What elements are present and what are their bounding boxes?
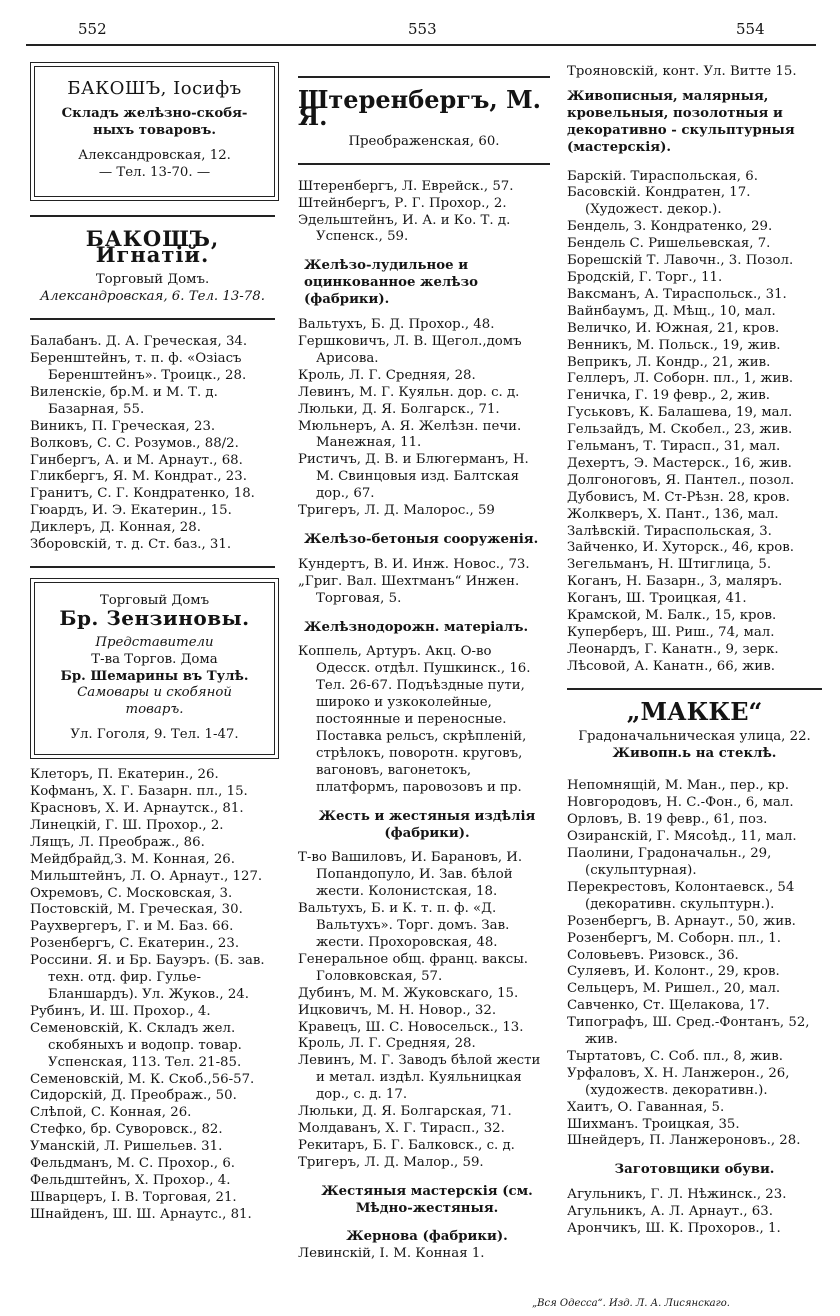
list-entry: Зегельманъ, Н. Штиглица, 5. bbox=[567, 557, 772, 573]
list-entry: Розенбергъ, М. Соборн. пл., 1. bbox=[567, 930, 781, 946]
divider bbox=[567, 688, 822, 690]
list-entry: Типографъ, Ш. Сред.-Фонтанъ, 52, жив. bbox=[567, 1015, 810, 1048]
entry-list bbox=[30, 767, 275, 1223]
list-entry: Мейдбрайд,З. М. Конная, 26. bbox=[30, 851, 235, 867]
list-entry: Коганъ, Ш. Троицкая, 41. bbox=[567, 591, 747, 607]
divider bbox=[30, 566, 275, 568]
ad-line: Александровская, 6. Тел. 13-78. bbox=[40, 289, 265, 305]
list-entry: Кравецъ, Ш. С. Новосельск., 13. bbox=[298, 1019, 524, 1035]
list-entry: Беренштейнъ, т. п. ф. «Озiасъ Беренштейнъ». Троицк., 28. bbox=[30, 351, 247, 383]
list-entry: Левинъ, М. Г. Куяльн. дор. с. д. bbox=[298, 384, 520, 400]
list-entry: Бендель С. Ришельевская, 7. bbox=[567, 236, 771, 252]
list-entry: Савченко, Ст. Щелакова, 17. bbox=[567, 998, 770, 1014]
header-rule bbox=[26, 44, 816, 46]
list-entry: Раухвергеръ, Г. и М. Баз. 66. bbox=[30, 919, 234, 935]
list-entry: Новгородовъ, Н. С.-Фон., 6, мал. bbox=[567, 795, 794, 811]
list-entry: Ристичъ, Д. В. и Блюгерманъ, Н. М. Свинцовыя изд. Балтская дор., 67. bbox=[298, 452, 529, 502]
ad-line: Складъ желѣзно-скобя- bbox=[61, 105, 248, 121]
list-entry: Орловъ, В. 19 февр., 61, поз. bbox=[567, 812, 768, 828]
list-entry: Постовскiй, М. Греческая, 30. bbox=[30, 902, 243, 918]
list-entry: Россини. Я. и Бр. Бауэръ. (Б. зав. техн. отд. фир. Гулье-Бланшардъ). Ул. Жуков., 24. bbox=[30, 953, 265, 1002]
list-entry: Паолини, Градоначальн., 29, (скульптурная). bbox=[567, 846, 772, 878]
section-heading: Жесть и жестяныя издѣлiя (фабрики). bbox=[318, 808, 536, 841]
list-entry: Тыртатовъ, С. Соб. пл., 8, жив. bbox=[567, 1048, 783, 1064]
list-entry: Тригеръ, Л. Д. Малор., 59. bbox=[298, 1154, 484, 1170]
list-entry: Т-во Вашиловъ, И. Барановъ, И. Попандопуло, И. Зав. бѣлой жести. Колонистская, 18. bbox=[298, 850, 523, 900]
column-right bbox=[567, 64, 822, 1238]
list-entry: Соловьевъ. Ризовск., 36. bbox=[567, 947, 739, 963]
divider bbox=[30, 318, 275, 320]
list-entry: Штейнбергъ, Р. Г. Прохор., 2. bbox=[298, 195, 507, 211]
list-entry: Урфаловъ, Х. Н. Ланжерон., 26, (художеств. декоративн.). bbox=[567, 1065, 790, 1098]
list-entry: Арончикъ, Ш. К. Прохоров., 1. bbox=[567, 1221, 781, 1237]
list-entry: Левинскiй, I. М. Конная 1. bbox=[298, 1246, 485, 1262]
list-entry: Розенбергъ, С. Екатерин., 23. bbox=[30, 936, 240, 952]
list-entry: Штеренбергъ, Л. Еврейск., 57. bbox=[298, 178, 514, 194]
column-middle bbox=[298, 76, 550, 1263]
section-heading: Живописныя, малярныя, кровельныя, позолотныя и декоративно - скульптурныя (мастерскiя). bbox=[567, 88, 795, 155]
list-entry: Шнайденъ, Ш. Ш. Арнаутс., 81. bbox=[30, 1206, 252, 1222]
list-entry: Агульникъ, Г. Л. Нѣжинск., 23. bbox=[567, 1187, 787, 1203]
list-entry: Левинъ, М. Г. Заводъ бѣлой жести и метал. издѣл. Куяльницкая дор., с. д. 17. bbox=[298, 1053, 541, 1103]
ad-title: БАКОШЪ, Игнатiй. bbox=[85, 225, 220, 268]
ad-line: Т-ва Торгов. Дома bbox=[91, 651, 218, 667]
section-heading: Желѣзо-бетоныя сооруженiя. bbox=[304, 531, 539, 547]
list-entry: Молдаванъ, Х. Г. Тирасп., 32. bbox=[298, 1120, 505, 1136]
entry-list bbox=[567, 778, 822, 1150]
ad-zenzinovy bbox=[34, 582, 275, 755]
list-entry: Бродскiй, Г. Торг., 11. bbox=[567, 269, 723, 285]
list-entry: Вайнбаумъ, Д. Мѣщ., 10, мал. bbox=[567, 303, 776, 319]
list-entry: Люльки, Д. Я. Болгарск., 71. bbox=[298, 401, 500, 417]
list-entry: Трояновскiй, конт. Ул. Витте 15. bbox=[567, 64, 797, 79]
entry-list bbox=[298, 317, 550, 520]
ad-line: Живопн.ь на стеклѣ. bbox=[612, 745, 777, 761]
list-entry: Коппель, Артуръ. Акц. О-во Одесск. отдѣл. Пушкинск., 16. Тел. 26-67. Подъѣздные пути, широко и узкоколейные, постоянные и переносные. Поставка рельсъ, скрѣпленiй, стрѣлокъ, поворотн. круговъ, вагоновъ, вагонетокъ, платформъ, паровозовъ и пр. bbox=[298, 644, 531, 795]
ad-line: Торговый Домъ bbox=[99, 592, 210, 608]
list-entry: Генеральное общ. франц. ваксы. Головковская, 57. bbox=[298, 951, 529, 984]
list-entry: Бендель, З. Кондратенко, 29. bbox=[567, 219, 773, 235]
list-entry: Клеторъ, П. Екатерин., 26. bbox=[30, 767, 219, 783]
list-entry: Кроль, Л. Г. Средняя, 28. bbox=[298, 367, 476, 383]
list-entry: Суляевъ, И. Колонт., 29, кров. bbox=[567, 964, 780, 980]
entry-list bbox=[567, 64, 822, 81]
list-entry: Крамской, М. Балк., 15, кров. bbox=[567, 608, 777, 624]
list-entry: Долгоноговъ, Я. Пантел., позол. bbox=[567, 472, 795, 488]
list-entry: Дубовисъ, М. Ст-Рѣзн. 28, кров. bbox=[567, 489, 790, 505]
list-entry: Слѣпой, С. Конная, 26. bbox=[30, 1105, 192, 1121]
page-number-left: 552 bbox=[78, 20, 107, 38]
column-left bbox=[30, 62, 275, 1224]
list-entry: Куперберъ, Ш. Риш., 74, мал. bbox=[567, 625, 775, 640]
list-entry: Ицковичъ, М. Н. Новор., 32. bbox=[298, 1002, 497, 1018]
list-entry: Семеновскiй, К. Складъ жел. скобяныхъ и водопр. товар. Успенская, 113. Тел. 21-85. bbox=[30, 1020, 242, 1070]
list-entry: Геллеръ, Л. Соборн. пл., 1, жив. bbox=[567, 371, 794, 387]
ad-line: Ул. Гоголя, 9. Тел. 1-47. bbox=[70, 727, 239, 743]
list-entry: Жолкверъ, Х. Пант., 136, мал. bbox=[567, 506, 779, 522]
entry-list bbox=[298, 557, 550, 608]
list-entry: Виникъ, П. Греческая, 23. bbox=[30, 418, 216, 434]
list-entry: Охремовъ, С. Московская, 3. bbox=[30, 885, 233, 901]
list-entry: Зборовскiй, т. д. Ст. баз., 31. bbox=[30, 537, 232, 553]
list-entry: Агульникъ, А. Л. Арнаут., 63. bbox=[567, 1204, 773, 1220]
section-heading: Жернова (фабрики). bbox=[346, 1229, 508, 1245]
list-entry: Шнейдеръ, П. Ланжероновъ., 28. bbox=[567, 1133, 801, 1149]
list-entry: Кроль, Л. Г. Средняя, 28. bbox=[298, 1036, 476, 1052]
list-entry: Линецкiй, Г. Ш. Прохор., 2. bbox=[30, 817, 224, 833]
footer-imprint: „Вся Одесса“. Изд. Л. А. Лисянскаго. bbox=[532, 1298, 730, 1309]
list-entry: Кундертъ, В. И. Инж. Новос., 73. bbox=[298, 556, 530, 572]
entry-list bbox=[298, 1246, 550, 1263]
list-entry: Гуськовъ, К. Балашева, 19, мал. bbox=[567, 405, 793, 421]
list-entry: Зайченко, И. Хуторск., 46, кров. bbox=[567, 540, 794, 556]
list-entry: Веприкъ, Л. Кондр., 21, жив. bbox=[567, 354, 771, 370]
list-entry: Розенбергъ, В. Арнаут., 50, жив. bbox=[567, 913, 796, 929]
list-entry: Фельдманъ, М. С. Прохор., 6. bbox=[30, 1156, 236, 1172]
ad-line: — Тел. 13-70. — bbox=[98, 164, 211, 180]
ad-line: Представители bbox=[95, 634, 214, 650]
list-entry: Красновъ, Х. И. Арнаутск., 81. bbox=[30, 801, 244, 816]
list-entry: Волковъ, С. С. Розумов., 88/2. bbox=[30, 435, 239, 451]
divider bbox=[30, 215, 275, 217]
list-entry: Семеновскiй, М. К. Скоб.,56-57. bbox=[30, 1071, 255, 1087]
list-entry: Рубинъ, И. Ш. Прохор., 4. bbox=[30, 1003, 211, 1019]
list-entry: Мюльнеръ, А. Я. Желѣзн. печи. Манежная, 11. bbox=[298, 418, 522, 451]
ad-bakosh-ignatiy bbox=[30, 225, 275, 307]
list-entry: Эдельштейнъ, И. А. и Ко. Т. д. Успенск., 59. bbox=[298, 212, 511, 245]
ad-line: Градоначальническая улица, 22. bbox=[578, 728, 811, 744]
divider bbox=[298, 76, 550, 78]
list-entry: Фельдштейнъ, Х. Прохор., 4. bbox=[30, 1172, 231, 1188]
entry-list bbox=[298, 644, 550, 796]
list-entry: Залѣвскiй. Тираспольская, 3. bbox=[567, 523, 772, 539]
list-entry: Шихманъ. Троицкая, 35. bbox=[567, 1116, 740, 1132]
list-entry: Перекрестовъ, Колонтаевск., 54 (декоративн. скульптурн.). bbox=[567, 879, 795, 912]
section-heading: Заготовщики обуви. bbox=[614, 1162, 775, 1178]
list-entry: Вальтухъ, Б. и К. т. п. ф. «Д. Вальтухъ». Торг. домъ. Зав. жести. Прохоровская, 48. bbox=[298, 901, 510, 950]
list-entry: Борешскiй Т. Лавочн., 3. Позол. bbox=[567, 253, 794, 269]
section-heading: Желѣзнодорожн. матерiалъ. bbox=[304, 619, 529, 635]
entry-list bbox=[298, 179, 550, 247]
section-heading: Жестяныя мастерскiя (см. Мѣдно-жестяныя. bbox=[321, 1183, 533, 1216]
ad-line: Торговый Домъ. bbox=[95, 272, 210, 288]
page-number-center: 553 bbox=[408, 20, 437, 38]
ad-line: Александровская, 12. bbox=[78, 147, 231, 163]
list-entry: Ваксманъ, А. Тираспольск., 31. bbox=[567, 286, 787, 302]
ad-title: БАКОШЪ, Iосифъ bbox=[67, 78, 242, 99]
list-entry: Диклеръ, Д. Конная, 28. bbox=[30, 520, 201, 536]
list-entry: Дехертъ, Э. Мастерск., 16, жив. bbox=[567, 455, 792, 471]
list-entry: Коганъ, Н. Базарн., 3, маляръ. bbox=[567, 574, 783, 590]
list-entry: Геничка, Г. 19 февр., 2, жив. bbox=[567, 388, 770, 404]
ad-line: ныхъ товаровъ. bbox=[92, 122, 217, 138]
ad-line: товаръ. bbox=[125, 702, 184, 718]
ad-makke bbox=[567, 696, 822, 763]
list-entry: Лящъ, Л. Преображ., 86. bbox=[30, 834, 205, 850]
list-entry: Сидорскiй, Д. Преображ., 50. bbox=[30, 1088, 237, 1104]
list-entry: Басовскiй. Кондратен, 17. (Художест. декор.). bbox=[567, 185, 751, 218]
list-entry: Мильштейнъ, Л. О. Арнаут., 127. bbox=[30, 868, 263, 884]
list-entry: Непомнящiй, М. Ман., пер., кр. bbox=[567, 778, 789, 794]
list-entry: Виленскiе, бр.М. и М. Т. д. Базарная, 55. bbox=[30, 384, 218, 417]
list-entry: Гельзайдъ, М. Скобел., 23, жив. bbox=[567, 422, 793, 438]
list-entry: Гинбергъ, А. и М. Арнаут., 68. bbox=[30, 452, 243, 468]
list-entry: Венникъ, М. Польск., 19, жив. bbox=[567, 337, 781, 353]
entry-list bbox=[567, 169, 822, 676]
list-entry: Вальтухъ, Б. Д. Прохор., 48. bbox=[298, 317, 495, 333]
list-entry: Рекитаръ, Б. Г. Балковск., с. д. bbox=[298, 1137, 515, 1153]
list-entry: Гершковичъ, Л. В. Щегол.,домъ Арисова. bbox=[298, 333, 522, 366]
ad-title: Бр. Зензиновы. bbox=[59, 605, 250, 630]
list-entry: „Григ. Вал. Шехтманъ“ Инжен. Торговая, 5. bbox=[298, 573, 520, 606]
entry-list bbox=[567, 1187, 822, 1238]
list-entry: Гликбергъ, Я. М. Кондрат., 23. bbox=[30, 469, 247, 485]
ad-line: Бр. Шемарины въ Тулѣ. bbox=[60, 668, 249, 684]
list-entry: Барскiй. Тираспольская, 6. bbox=[567, 168, 758, 184]
list-entry: Озиранскiй, Г. Мясоѣд., 11, мал. bbox=[567, 829, 797, 845]
list-entry: Сельцеръ, М. Ришел., 20, мал. bbox=[567, 981, 781, 997]
divider bbox=[298, 163, 550, 165]
list-entry: Лѣсовой, А. Канатн., 66, жив. bbox=[567, 658, 775, 674]
list-entry: Балабанъ. Д. А. Греческая, 34. bbox=[30, 334, 248, 350]
list-entry: Гельманъ, Т. Тирасп., 31, мал. bbox=[567, 439, 781, 455]
section-heading: Желѣзо-лудильное и оцинкованное желѣзо (фабрики). bbox=[304, 258, 479, 308]
ad-title: „МАККЕ“ bbox=[626, 696, 763, 726]
entry-list bbox=[298, 850, 550, 1171]
entry-list bbox=[30, 334, 275, 554]
list-entry: Кофманъ, Х. Г. Базарн. пл., 15. bbox=[30, 784, 248, 800]
list-entry: Дубинъ, М. М. Жуковскаго, 15. bbox=[298, 985, 519, 1001]
list-entry: Гранитъ, С. Г. Кондратенко, 18. bbox=[30, 486, 255, 502]
ad-line: Самовары и скобяной bbox=[77, 685, 232, 701]
list-entry: Леонардъ, Г. Канатн., 9, зерк. bbox=[567, 641, 779, 657]
ad-line: Преображенская, 60. bbox=[348, 133, 500, 149]
list-entry: Тригеръ, Л. Д. Малорос., 59 bbox=[298, 503, 495, 519]
list-entry: Величко, И. Южная, 21, кров. bbox=[567, 320, 780, 336]
list-entry: Уманскiй, Л. Ришельев. 31. bbox=[30, 1139, 223, 1155]
list-entry: Гюардъ, И. Э. Екатерин., 15. bbox=[30, 503, 232, 519]
list-entry: Стефко, бр. Суворовск., 82. bbox=[30, 1122, 223, 1138]
ad-sterenberg bbox=[298, 85, 550, 151]
ad-title: Штеренбергъ, М. Я. bbox=[298, 85, 541, 131]
ad-bakosh-iosif bbox=[34, 66, 275, 197]
list-entry: Люльки, Д. Я. Болгарская, 71. bbox=[298, 1104, 512, 1120]
list-entry: Шварцеръ, I. В. Торговая, 21. bbox=[30, 1189, 237, 1205]
page-number-right: 554 bbox=[736, 20, 765, 38]
list-entry: Хаитъ, О. Гаванная, 5. bbox=[567, 1099, 725, 1115]
